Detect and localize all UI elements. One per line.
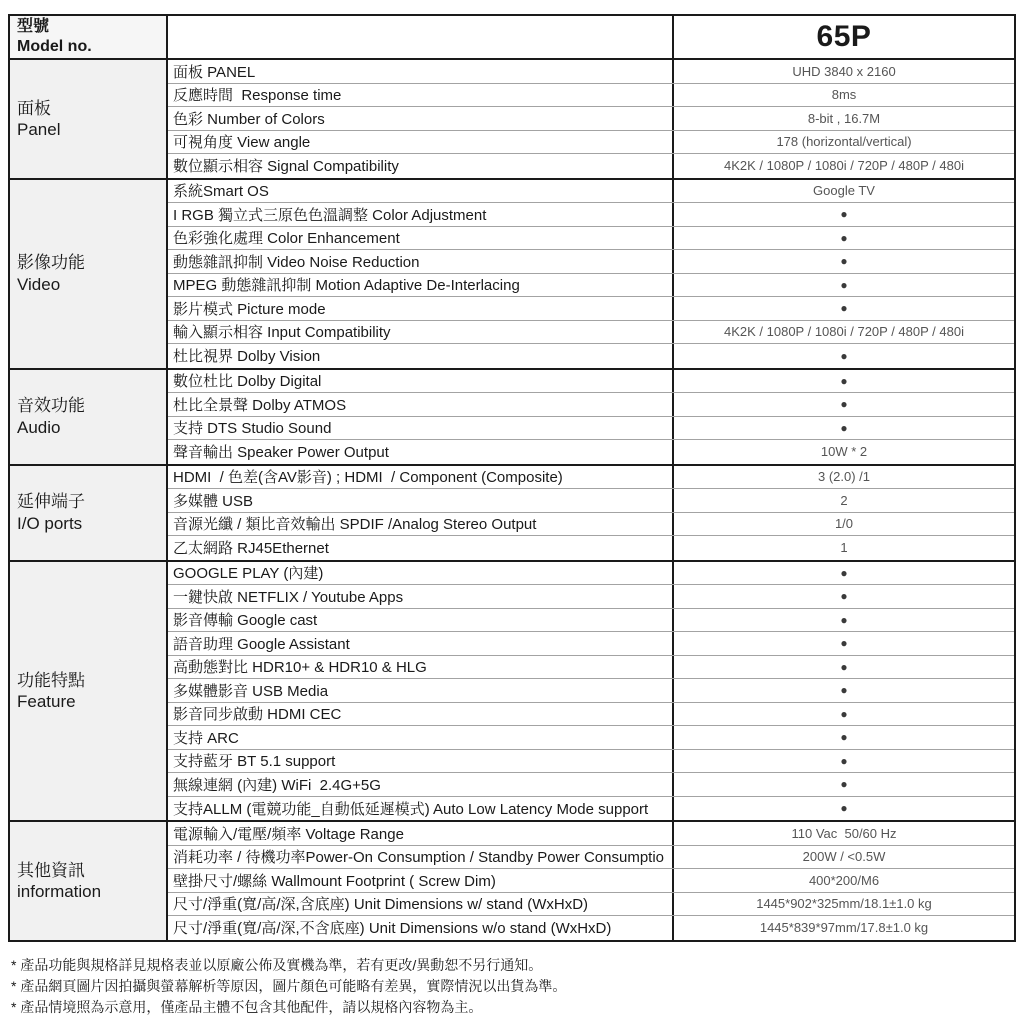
spec-label: 無線連網 (內建) WiFi 2.4G+5G: [173, 776, 381, 794]
spec-label-cell: [168, 869, 674, 892]
section-feature: [10, 562, 1014, 823]
spec-row: [168, 417, 1014, 441]
spec-label-cell: [168, 609, 674, 632]
spec-value-cell: [674, 822, 1014, 845]
spec-row: [168, 60, 1014, 84]
spec-label: MPEG 動態雜訊抑制 Motion Adaptive De-Interlacing: [173, 277, 520, 295]
feature-dot: ●: [840, 207, 848, 222]
spec-value-cell: [674, 131, 1014, 154]
spec-row: [168, 773, 1014, 797]
spec-table: [8, 14, 1016, 942]
feature-dot: ●: [840, 301, 848, 316]
spec-label-cell: [168, 750, 674, 773]
feature-dot: ●: [840, 397, 848, 412]
spec-value-cell: [674, 609, 1014, 632]
spec-value-cell: [674, 703, 1014, 726]
section-rows-video: [168, 180, 1014, 368]
footnote-1: * 產品功能與規格詳見規格表並以原廠公佈及實機為準，若有更改/異動恕不另行通知。: [11, 956, 543, 973]
spec-label-cell: [168, 703, 674, 726]
spec-value-cell: [674, 797, 1014, 821]
footnote-2: * 產品網頁圖片因拍攝與螢幕解析等原因，圖片顏色可能略有差異，實際情況以出貨為準。: [11, 977, 567, 994]
spec-row: [168, 84, 1014, 108]
spec-label-cell: [168, 370, 674, 393]
spec-value-cell: [674, 656, 1014, 679]
spec-row: [168, 180, 1014, 204]
category-label-en: I/O ports: [17, 513, 83, 533]
spec-value: 4K2K / 1080P / 1080i / 720P / 480P / 480i: [724, 324, 964, 340]
footnote-3: * 產品情境照為示意用，僅產品主體不包含其他配件，請以規格內容物為主。: [11, 998, 483, 1015]
spec-label: HDMI / 色差(含AV影音) ; HDMI / Component (Composite): [173, 469, 563, 487]
spec-label-cell: [168, 822, 674, 845]
category-label-zh: 音效功能: [17, 396, 85, 416]
spec-label: 尺寸/淨重(寬/高/深,含底座) Unit Dimensions w/ stand (WxHxD): [173, 896, 589, 914]
spec-label: 電源輸入/電壓/頻率 Voltage Range: [173, 825, 404, 843]
spec-value-cell: [674, 750, 1014, 773]
category-label-zh: 影像功能: [17, 253, 85, 273]
spec-label: 支持 ARC: [173, 729, 239, 747]
spec-row: [168, 632, 1014, 656]
spec-row: [168, 131, 1014, 155]
feature-dot: ●: [840, 730, 848, 745]
feature-dot: ●: [840, 565, 848, 580]
spec-value-cell: [674, 632, 1014, 655]
spec-value-cell: [674, 466, 1014, 489]
spec-label-cell: [168, 203, 674, 226]
feature-dot: ●: [840, 683, 848, 698]
spec-row: [168, 609, 1014, 633]
spec-label-cell: [168, 107, 674, 130]
spec-row: [168, 107, 1014, 131]
spec-label-cell: [168, 536, 674, 560]
spec-value-cell: [674, 393, 1014, 416]
spec-value: Google TV: [813, 183, 875, 199]
spec-label: 數位顯示相容 Signal Compatibility: [173, 158, 399, 176]
spec-label-cell: [168, 131, 674, 154]
feature-dot: ●: [840, 373, 848, 388]
feature-dot: ●: [840, 589, 848, 604]
spec-label-cell: [168, 466, 674, 489]
spec-label-cell: [168, 726, 674, 749]
spec-label-cell: [168, 585, 674, 608]
spec-label: 系統Smart OS: [173, 183, 269, 201]
spec-label: 乙太網路 RJ45Ethernet: [173, 540, 329, 558]
spec-row: [168, 679, 1014, 703]
spec-value-cell: [674, 585, 1014, 608]
spec-label: I RGB 獨立式三原色色溫調整 Color Adjustment: [173, 206, 487, 224]
spec-value: 200W / <0.5W: [802, 849, 886, 865]
header-row: [10, 16, 1014, 60]
feature-dot: ●: [840, 348, 848, 363]
spec-value-cell: [674, 846, 1014, 869]
spec-label: 多媒體影音 USB Media: [173, 682, 329, 700]
spec-row: [168, 344, 1014, 368]
spec-row: [168, 154, 1014, 178]
footnotes: [8, 942, 1016, 1018]
spec-row: [168, 203, 1014, 227]
spec-row: [168, 585, 1014, 609]
spec-row: [168, 822, 1014, 846]
spec-label-cell: [168, 513, 674, 536]
spec-value-cell: [674, 440, 1014, 464]
spec-row: [168, 370, 1014, 394]
spec-label: 壁掛尺寸/螺絲 Wallmount Footprint ( Screw Dim): [173, 872, 496, 890]
spec-row: [168, 562, 1014, 586]
spec-value-cell: [674, 513, 1014, 536]
section-rows-audio: [168, 370, 1014, 464]
spec-label: 語音助理 Google Assistant: [173, 635, 350, 653]
spec-value: 4K2K / 1080P / 1080i / 720P / 480P / 480i: [724, 158, 964, 174]
spec-label: 可視角度 View angle: [173, 134, 311, 152]
spec-row: [168, 656, 1014, 680]
spec-label-cell: [168, 250, 674, 273]
spec-label: 消耗功率 / 待機功率Power-On Consumption / Standby Power Consumptio: [173, 849, 665, 867]
spec-value-cell: [674, 227, 1014, 250]
spec-row: [168, 466, 1014, 490]
spec-value: 3 (2.0) /1: [817, 469, 871, 485]
model-no-label-en: Model no.: [17, 38, 92, 55]
spec-label-cell: [168, 632, 674, 655]
section-audio: [10, 370, 1014, 466]
spec-label: GOOGLE PLAY (內建): [173, 565, 324, 583]
model-value-cell: [674, 16, 1014, 58]
spec-value-cell: [674, 250, 1014, 273]
spec-row: [168, 893, 1014, 917]
category-label-en: Panel: [17, 119, 61, 139]
feature-dot: ●: [840, 659, 848, 674]
spec-label: 杜比視界 Dolby Vision: [173, 348, 321, 366]
model-value: 65P: [816, 20, 872, 53]
spec-value-cell: [674, 180, 1014, 203]
spec-value-cell: [674, 417, 1014, 440]
spec-value: 178 (horizontal/vertical): [776, 134, 912, 150]
spec-label: 色彩強化處理 Color Enhancement: [173, 230, 400, 248]
spec-value: 10W * 2: [820, 444, 868, 460]
feature-dot: ●: [840, 706, 848, 721]
category-cell-panel: [10, 60, 168, 178]
spec-value: 1445*902*325mm/18.1±1.0 kg: [756, 896, 932, 912]
model-no-label-zh: 型號: [17, 18, 50, 35]
section-rows-panel: [168, 60, 1014, 178]
spec-label-cell: [168, 489, 674, 512]
spec-row: [168, 726, 1014, 750]
feature-dot: ●: [840, 612, 848, 627]
category-label-zh: 延伸端子: [17, 492, 85, 512]
spec-value: UHD 3840 x 2160: [792, 63, 896, 79]
spec-label: 一鍵快啟 NETFLIX / Youtube Apps: [173, 588, 404, 606]
section-rows-i-o-ports: [168, 466, 1014, 560]
spec-label-cell: [168, 773, 674, 796]
section-video: [10, 180, 1014, 370]
spec-label-cell: [168, 440, 674, 464]
spec-label: 影音傳輸 Google cast: [173, 612, 318, 630]
spec-label-cell: [168, 656, 674, 679]
spec-label-cell: [168, 180, 674, 203]
spec-label-cell: [168, 297, 674, 320]
spec-value-cell: [674, 489, 1014, 512]
feature-dot: ●: [840, 420, 848, 435]
spec-label-cell: [168, 84, 674, 107]
spec-table-body: [10, 60, 1014, 940]
spec-row: [168, 297, 1014, 321]
spec-value-cell: [674, 536, 1014, 560]
spec-label: 尺寸/淨重(寬/高/深,不含底座) Unit Dimensions w/o stand (WxHxD): [173, 920, 612, 938]
category-label-en: Feature: [17, 691, 76, 711]
spec-row: [168, 916, 1014, 940]
spec-label-cell: [168, 274, 674, 297]
spec-row: [168, 513, 1014, 537]
spec-row: [168, 869, 1014, 893]
spec-row: [168, 797, 1014, 821]
spec-row: [168, 489, 1014, 513]
category-label-en: Video: [17, 274, 61, 294]
spec-row: [168, 703, 1014, 727]
spec-label-cell: [168, 393, 674, 416]
spec-value-cell: [674, 893, 1014, 916]
category-cell-video: [10, 180, 168, 368]
spec-row: [168, 393, 1014, 417]
spec-row: [168, 250, 1014, 274]
feature-dot: ●: [840, 801, 848, 816]
feature-dot: ●: [840, 230, 848, 245]
model-no-header-cell: [10, 16, 168, 58]
section-rows-feature: [168, 562, 1014, 821]
spec-value-cell: [674, 370, 1014, 393]
spec-label: 支持藍牙 BT 5.1 support: [173, 753, 336, 771]
spec-row: [168, 274, 1014, 298]
feature-dot: ●: [840, 277, 848, 292]
spec-label-cell: [168, 227, 674, 250]
spec-label-cell: [168, 417, 674, 440]
section-i-o-ports: [10, 466, 1014, 562]
spec-label: 影音同步啟動 HDMI CEC: [173, 706, 342, 724]
spec-row: [168, 536, 1014, 560]
feature-dot: ●: [840, 254, 848, 269]
spec-row: [168, 440, 1014, 464]
spec-label: 數位杜比 Dolby Digital: [173, 373, 322, 391]
spec-value: 2: [840, 492, 848, 508]
category-label-en: information: [17, 881, 102, 901]
spec-label: 聲音輸出 Speaker Power Output: [173, 444, 389, 462]
spec-label: 色彩 Number of Colors: [173, 110, 325, 128]
section-rows-information: [168, 822, 1014, 940]
spec-label: 影片模式 Picture mode: [173, 300, 326, 318]
spec-value-cell: [674, 274, 1014, 297]
spec-label-cell: [168, 846, 674, 869]
spec-label-cell: [168, 893, 674, 916]
spec-label: 動態雜訊抑制 Video Noise Reduction: [173, 253, 420, 271]
spec-label-cell: [168, 154, 674, 178]
category-label-zh: 面板: [17, 98, 51, 118]
feature-dot: ●: [840, 636, 848, 651]
spec-label: 面板 PANEL: [173, 63, 256, 81]
spec-value: 400*200/M6: [808, 872, 880, 888]
spec-label-cell: [168, 321, 674, 344]
spec-row: [168, 227, 1014, 251]
category-cell-i-o-ports: [10, 466, 168, 560]
category-label-zh: 其他資訊: [17, 860, 85, 880]
category-label-zh: 功能特點: [17, 670, 85, 690]
spec-value: 8ms: [831, 87, 857, 103]
spec-value-cell: [674, 916, 1014, 940]
spec-value-cell: [674, 107, 1014, 130]
spec-value: 1/0: [834, 516, 854, 532]
category-cell-feature: [10, 562, 168, 821]
spec-label: 多媒體 USB: [173, 492, 254, 510]
spec-value-cell: [674, 203, 1014, 226]
spec-value: 1: [840, 540, 848, 556]
spec-label: 杜比全景聲 Dolby ATMOS: [173, 396, 347, 414]
spec-value-cell: [674, 297, 1014, 320]
spec-label: 支持 DTS Studio Sound: [173, 420, 332, 438]
spec-label: 反應時間 Response time: [173, 87, 342, 105]
spec-value-cell: [674, 60, 1014, 83]
spec-value-cell: [674, 321, 1014, 344]
spec-label: 輸入顯示相容 Input Compatibility: [173, 324, 391, 342]
spec-value-cell: [674, 679, 1014, 702]
spec-label: 高動態對比 HDR10+ & HDR10 & HLG: [173, 659, 427, 677]
section-panel: [10, 60, 1014, 180]
spec-row: [168, 750, 1014, 774]
section-information: [10, 822, 1014, 940]
spec-label-cell: [168, 562, 674, 585]
feature-dot: ●: [840, 753, 848, 768]
spec-value-cell: [674, 84, 1014, 107]
spec-row: [168, 321, 1014, 345]
category-cell-audio: [10, 370, 168, 464]
spec-value-cell: [674, 344, 1014, 368]
spec-label: 音源光纖 / 類比音效輸出 SPDIF /Analog Stereo Output: [173, 516, 537, 534]
spec-value: 8-bit , 16.7M: [807, 110, 881, 126]
feature-dot: ●: [840, 777, 848, 792]
spec-value: 1445*839*97mm/17.8±1.0 kg: [759, 920, 929, 936]
spec-label-cell: [168, 679, 674, 702]
header-empty-cell: [168, 16, 674, 58]
spec-label-cell: [168, 344, 674, 368]
spec-value-cell: [674, 726, 1014, 749]
spec-value-cell: [674, 773, 1014, 796]
category-cell-information: [10, 822, 168, 940]
spec-label: 支持ALLM (電競功能_自動低延遲模式) Auto Low Latency Mode support: [173, 800, 649, 818]
spec-value-cell: [674, 869, 1014, 892]
spec-row: [168, 846, 1014, 870]
spec-value-cell: [674, 562, 1014, 585]
spec-label-cell: [168, 60, 674, 83]
spec-label-cell: [168, 797, 674, 821]
spec-value: 110 Vac 50/60 Hz: [791, 825, 897, 841]
spec-label-cell: [168, 916, 674, 940]
category-label-en: Audio: [17, 417, 61, 437]
spec-value-cell: [674, 154, 1014, 178]
